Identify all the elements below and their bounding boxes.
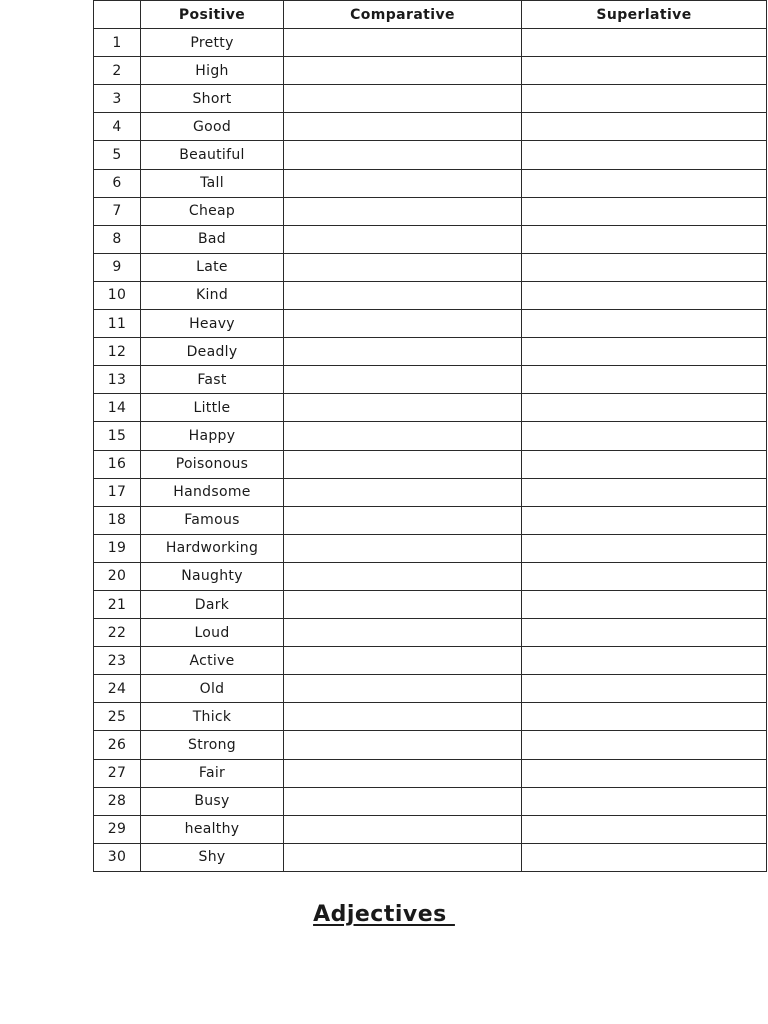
row-number: 29: [94, 815, 141, 843]
comparative-cell[interactable]: [284, 422, 522, 450]
row-number: 19: [94, 534, 141, 562]
positive-cell: Bad: [141, 225, 284, 253]
positive-cell: Kind: [141, 281, 284, 309]
row-number: 30: [94, 843, 141, 871]
row-number: 18: [94, 506, 141, 534]
row-number: 8: [94, 225, 141, 253]
header-superlative: Superlative: [522, 1, 767, 29]
superlative-cell[interactable]: [522, 478, 767, 506]
comparative-cell[interactable]: [284, 703, 522, 731]
row-number: 24: [94, 675, 141, 703]
table-row: [94, 843, 767, 871]
table-row: [94, 394, 767, 422]
positive-cell: Deadly: [141, 338, 284, 366]
superlative-cell[interactable]: [522, 590, 767, 618]
positive-cell: Strong: [141, 731, 284, 759]
comparative-cell[interactable]: [284, 506, 522, 534]
superlative-cell[interactable]: [522, 450, 767, 478]
positive-cell: Thick: [141, 703, 284, 731]
superlative-cell[interactable]: [522, 647, 767, 675]
superlative-cell[interactable]: [522, 759, 767, 787]
comparative-cell[interactable]: [284, 647, 522, 675]
table-row: [94, 225, 767, 253]
table-body: [94, 29, 767, 872]
table-row: [94, 759, 767, 787]
superlative-cell[interactable]: [522, 506, 767, 534]
table-row: [94, 197, 767, 225]
superlative-cell[interactable]: [522, 113, 767, 141]
positive-cell: Active: [141, 647, 284, 675]
positive-cell: Fair: [141, 759, 284, 787]
comparative-cell[interactable]: [284, 394, 522, 422]
table-row: [94, 815, 767, 843]
positive-cell: Hardworking: [141, 534, 284, 562]
positive-cell: Shy: [141, 843, 284, 871]
positive-cell: Pretty: [141, 29, 284, 57]
comparative-cell[interactable]: [284, 366, 522, 394]
comparative-cell[interactable]: [284, 57, 522, 85]
table-row: [94, 506, 767, 534]
superlative-cell[interactable]: [522, 619, 767, 647]
comparative-cell[interactable]: [284, 281, 522, 309]
positive-cell: Late: [141, 253, 284, 281]
positive-cell: Little: [141, 394, 284, 422]
comparative-cell[interactable]: [284, 29, 522, 57]
comparative-cell[interactable]: [284, 590, 522, 618]
superlative-cell[interactable]: [522, 197, 767, 225]
row-number: 2: [94, 57, 141, 85]
table-row: [94, 787, 767, 815]
positive-cell: Fast: [141, 366, 284, 394]
comparative-cell[interactable]: [284, 759, 522, 787]
table-row: [94, 141, 767, 169]
positive-cell: Handsome: [141, 478, 284, 506]
row-number: 6: [94, 169, 141, 197]
superlative-cell[interactable]: [522, 57, 767, 85]
superlative-cell[interactable]: [522, 169, 767, 197]
comparative-cell[interactable]: [284, 675, 522, 703]
comparative-cell[interactable]: [284, 141, 522, 169]
page-title: [0, 902, 768, 927]
table-row: [94, 534, 767, 562]
superlative-cell[interactable]: [522, 366, 767, 394]
superlative-cell[interactable]: [522, 815, 767, 843]
comparative-cell[interactable]: [284, 225, 522, 253]
superlative-cell[interactable]: [522, 225, 767, 253]
row-number: 17: [94, 478, 141, 506]
positive-cell: Dark: [141, 590, 284, 618]
table-row: [94, 647, 767, 675]
superlative-cell[interactable]: [522, 141, 767, 169]
table-row: [94, 113, 767, 141]
comparative-cell[interactable]: [284, 787, 522, 815]
table-row: [94, 619, 767, 647]
comparative-cell[interactable]: [284, 815, 522, 843]
table-row: [94, 478, 767, 506]
table-row: [94, 590, 767, 618]
superlative-cell[interactable]: [522, 703, 767, 731]
row-number: 16: [94, 450, 141, 478]
comparative-cell[interactable]: [284, 478, 522, 506]
positive-cell: Cheap: [141, 197, 284, 225]
row-number: 7: [94, 197, 141, 225]
comparative-cell[interactable]: [284, 85, 522, 113]
row-number: 27: [94, 759, 141, 787]
comparative-cell[interactable]: [284, 253, 522, 281]
row-number: 22: [94, 619, 141, 647]
superlative-cell[interactable]: [522, 843, 767, 871]
superlative-cell[interactable]: [522, 338, 767, 366]
row-number: 21: [94, 590, 141, 618]
superlative-cell[interactable]: [522, 787, 767, 815]
positive-cell: Beautiful: [141, 141, 284, 169]
superlative-cell[interactable]: [522, 253, 767, 281]
superlative-cell[interactable]: [522, 562, 767, 590]
comparative-cell[interactable]: [284, 562, 522, 590]
table-row: [94, 310, 767, 338]
row-number: 5: [94, 141, 141, 169]
row-number: 15: [94, 422, 141, 450]
positive-cell: Busy: [141, 787, 284, 815]
table-row: [94, 169, 767, 197]
row-number: 11: [94, 310, 141, 338]
positive-cell: Tall: [141, 169, 284, 197]
row-number: 1: [94, 29, 141, 57]
superlative-cell[interactable]: [522, 281, 767, 309]
superlative-cell[interactable]: [522, 394, 767, 422]
row-number: 20: [94, 562, 141, 590]
comparative-cell[interactable]: [284, 619, 522, 647]
superlative-cell[interactable]: [522, 422, 767, 450]
row-number: 28: [94, 787, 141, 815]
table-row: [94, 422, 767, 450]
adjectives-table: [93, 0, 767, 872]
superlative-cell[interactable]: [522, 675, 767, 703]
header-comparative: Comparative: [284, 1, 522, 29]
row-number: 13: [94, 366, 141, 394]
header-row: [94, 1, 767, 29]
positive-cell: Short: [141, 85, 284, 113]
comparative-cell[interactable]: [284, 338, 522, 366]
table-row: [94, 253, 767, 281]
table-row: [94, 338, 767, 366]
table-row: [94, 703, 767, 731]
row-number: 23: [94, 647, 141, 675]
positive-cell: Famous: [141, 506, 284, 534]
table-row: [94, 731, 767, 759]
row-number: 14: [94, 394, 141, 422]
comparative-cell[interactable]: [284, 113, 522, 141]
comparative-cell[interactable]: [284, 310, 522, 338]
table-row: [94, 29, 767, 57]
table-row: [94, 57, 767, 85]
positive-cell: Poisonous: [141, 450, 284, 478]
positive-cell: Old: [141, 675, 284, 703]
row-number: 25: [94, 703, 141, 731]
table-row: [94, 562, 767, 590]
comparative-cell[interactable]: [284, 169, 522, 197]
table-row: [94, 85, 767, 113]
comparative-cell[interactable]: [284, 450, 522, 478]
header-positive: Positive: [141, 1, 284, 29]
positive-cell: Loud: [141, 619, 284, 647]
superlative-cell[interactable]: [522, 29, 767, 57]
table-row: [94, 366, 767, 394]
table-row: [94, 281, 767, 309]
positive-cell: High: [141, 57, 284, 85]
positive-cell: Heavy: [141, 310, 284, 338]
row-number: 3: [94, 85, 141, 113]
superlative-cell[interactable]: [522, 534, 767, 562]
row-number: 9: [94, 253, 141, 281]
row-number: 12: [94, 338, 141, 366]
adjectives-worksheet: [93, 0, 766, 872]
table-row: [94, 450, 767, 478]
title-text: Adjectives: [313, 902, 455, 927]
row-number: 4: [94, 113, 141, 141]
positive-cell: Happy: [141, 422, 284, 450]
positive-cell: Good: [141, 113, 284, 141]
superlative-cell[interactable]: [522, 85, 767, 113]
row-number: 26: [94, 731, 141, 759]
comparative-cell[interactable]: [284, 197, 522, 225]
comparative-cell[interactable]: [284, 534, 522, 562]
comparative-cell[interactable]: [284, 731, 522, 759]
superlative-cell[interactable]: [522, 310, 767, 338]
row-number: 10: [94, 281, 141, 309]
header-number: [94, 1, 141, 29]
superlative-cell[interactable]: [522, 731, 767, 759]
positive-cell: Naughty: [141, 562, 284, 590]
comparative-cell[interactable]: [284, 843, 522, 871]
positive-cell: healthy: [141, 815, 284, 843]
table-row: [94, 675, 767, 703]
